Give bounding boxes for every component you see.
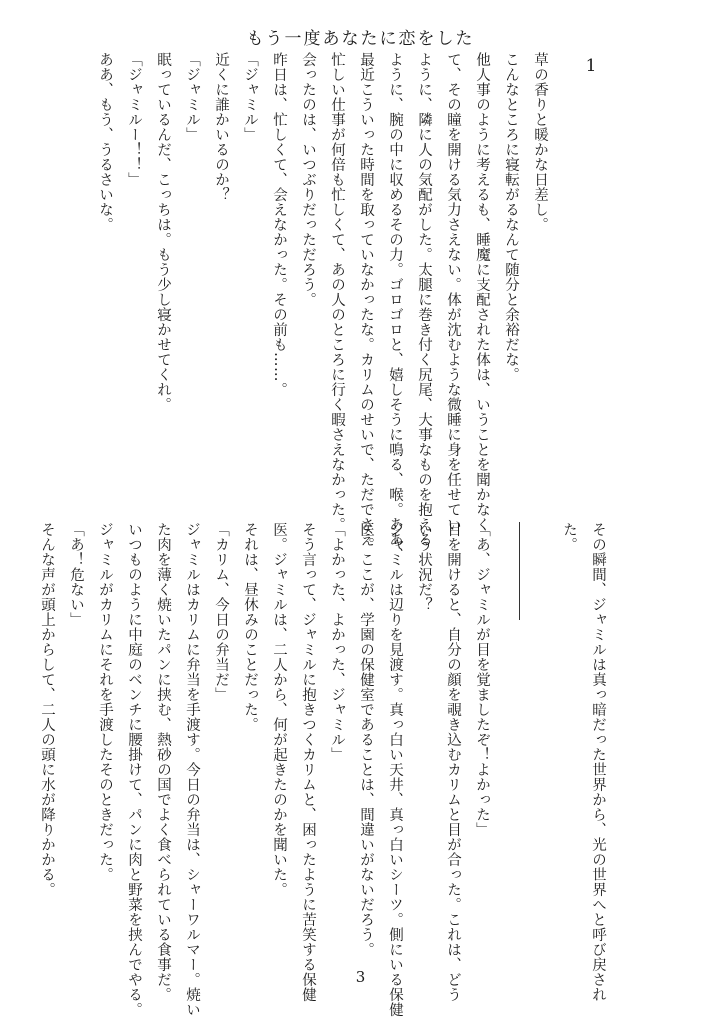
text-column: いう状況だ？ <box>416 522 432 612</box>
text-column: 「あ！危ない」 <box>68 522 84 627</box>
text-column: 昨日は、忙しくて、会えなかった。その前も……。 <box>271 52 287 397</box>
text-column: ジャミルがカリムにそれを手渡したそのときだった。 <box>97 522 113 882</box>
text-column: 「よかった、よかった、ジャミル」 <box>329 522 345 762</box>
text-column: ように、腕の中に収めるその力。ゴロゴロと、嬉しそうに鳴る、喉。ああ、 <box>387 52 403 562</box>
page-header-title: もう一度あなたに恋をした <box>246 29 475 49</box>
section-divider <box>519 522 520 620</box>
text-column: こんなところに寝転がるなんて随分と余裕だな。 <box>503 52 519 382</box>
text-column: 目を開けると、自分の顔を覗き込むカリムと目が合った。これは、どう <box>445 522 461 1002</box>
text-column: 最近こういった時間を取っていなかったな。カリムのせいで、ただでさえ <box>358 52 374 547</box>
text-column: 医。ジャミルは、二人から、何が起きたのかを聞いた。 <box>271 522 287 897</box>
text-column: 「あ、ジャミルが目を覚ましたぞ！よかった」 <box>474 522 490 837</box>
text-column: ように、隣に人の気配がした。太腿に巻き付く尻尾、大事なものを抱える <box>416 52 432 547</box>
text-column: 会ったのは、いつぶりだっただろう。 <box>300 52 316 307</box>
text-column: ジャミルはカリムに弁当を手渡す。今日の弁当は、シャーワルマー。焼い <box>184 522 200 1017</box>
text-column: た。 <box>561 522 577 552</box>
text-column: それは、昼休みのことだった。 <box>242 522 258 732</box>
text-column: いつものように中庭のベンチに腰掛けて、パンに肉と野菜を挟んでやる。 <box>126 522 142 1017</box>
text-column: 医。ここが、学園の保健室であることは、間違いがないだろう。 <box>358 522 374 957</box>
text-column: 「ジャミルー！！」 <box>126 52 142 187</box>
text-column: 「ジャミル」 <box>242 52 258 142</box>
text-column: そんな声が頭上からして、二人の頭に水が降りかかる。 <box>39 522 55 897</box>
text-column: 近くに誰かいるのか？ <box>213 52 229 202</box>
text-column: 眠っているんだ、こっちは。もう少し寝かせてくれ。 <box>155 52 171 412</box>
text-column: ジャミルは辺りを見渡す。真っ白い天井、真っ白いシーツ。側にいる保健 <box>387 522 403 1017</box>
text-column: 「ジャミル」 <box>184 52 200 142</box>
chapter-number: 1 <box>585 56 597 76</box>
text-column: その瞬間、ジャミルは真っ暗だった世界から、光の世界へと呼び戻され <box>590 522 606 1002</box>
text-column: 「カリム、今日の弁当だ」 <box>213 522 229 702</box>
text-column: て、その瞳を開ける気力さえない。体が沈むような微睡に身を任せてい <box>445 52 461 532</box>
text-column: 他人事のように考えるも、睡魔に支配された体は、いうことを聞かなく <box>474 52 490 532</box>
text-column: そう言って、ジャミルに抱きつくカリムと、困ったように苦笑する保健 <box>300 522 316 1002</box>
page-number: 3 <box>355 968 366 986</box>
text-column: 忙しい仕事が何倍も忙しくて、あの人のところに行く暇さえなかった。 <box>329 52 345 532</box>
text-column: 草の香りと暖かな日差し。 <box>532 52 548 232</box>
text-column: た肉を薄く焼いたパンに挟む、熱砂の国でよく食べられている食事だ。 <box>155 522 171 1002</box>
text-column: ああ、もう、うるさいな。 <box>97 52 113 232</box>
